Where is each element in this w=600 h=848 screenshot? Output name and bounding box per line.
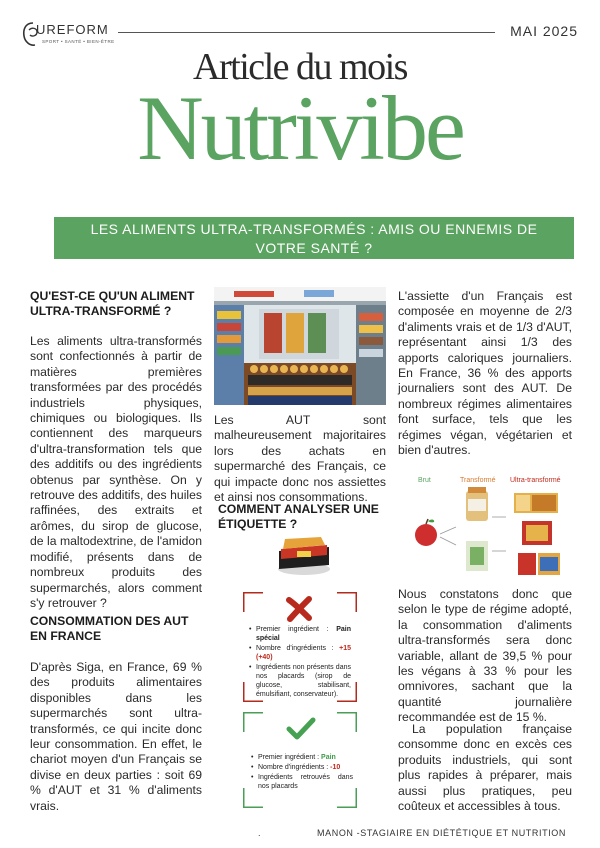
section1-body: Les aliments ultra-transformés sont confectionnés à partir de matières premières transformées par des procédés industriels physiques, chimiques ou biologiques. Ils contiennent des marqueurs d'ultra-transformation tels que des additifs ou des ingrédients obtenus par synthèse. On y retrouve des additifs, des huiles raffinées, des extraits et arômes, du sirop de glucose, de la maltodextrine, de l'amidon modifié, présents dans de nombreux produits des supermarchés, alors comment s'y retrouver ? <box>30 334 202 610</box>
good-label-item-pantry-ingredients: • Ingrédients retrouvés dans nos placards <box>251 773 353 791</box>
arrow-icon <box>440 527 456 534</box>
snack-pack-icon <box>518 553 536 575</box>
article-banner <box>54 217 574 259</box>
section3-body-1: L'assiette d'un Français est composée en moyenne de 2/3 d'aliments vrais et de 1/3 d'AUT, représentant ainsi 1/3 des apports caloriques journaliers. En France, 36 % des apports journaliers sont des AUT. De nombreux régimes alimentaires font surface, tels que les régimes végan, végétarien et bien d'autres. <box>398 289 572 458</box>
arrow-icon <box>440 537 456 545</box>
good-label-item-first-ingredient: • Premier ingrédient : Pain <box>251 753 353 762</box>
processing-diagram-art <box>410 487 570 587</box>
cross-icon <box>285 596 313 622</box>
bad-label-item-first-ingredient: • Premier ingrédient : Pain spécial <box>249 625 351 643</box>
diagram-label-brut: Brut <box>418 477 431 484</box>
good-label-list <box>251 753 353 792</box>
bad-label-item-ingredient-count: • Nombre d'ingrédients : +15 (+40) <box>249 644 351 662</box>
header-rule <box>118 32 495 33</box>
banner-line-1: LES ALIMENTS ULTRA-TRANSFORMÉS : AMIS OU ENNEMIS DE <box>90 221 538 237</box>
snack-product-icon <box>275 533 333 577</box>
check-icon <box>286 716 316 742</box>
kicker-title: Article du mois <box>193 46 407 88</box>
processing-diagram <box>410 477 570 587</box>
section2-body: D'après Siga, en France, 69 % des produits alimentaires disponibles dans les supermarchés sont ultra-transformés, ce qui incite donc leur consommation. En effet, le chariot moyen d'un Français se divise en deux parties : soit 69 % d'AUT et 31 % d'aliments vrais. <box>30 660 202 813</box>
section3-body-3: La population française consomme donc en excès ces produits industriels, qui sont plus rapides à préparer, mais aussi plus pratiques, peu coûteux et accessibles à tous. <box>398 722 572 814</box>
masthead-title: Nutrivibe <box>137 77 463 179</box>
section1-heading: QU'EST-CE QU'UN ALIMENT ULTRA-TRANSFORMÉ ? <box>30 289 195 319</box>
photo-caption: Les AUT sont malheureusement majoritaires lors des achats en supermarché des Français, ce qui impacte donc nos assiettes et ainsi nos consommations. <box>214 413 386 505</box>
diagram-label-transforme: Transformé <box>460 477 496 484</box>
apple-icon <box>415 524 437 546</box>
bad-label-item-unusual-ingredients: • Ingrédients non présents dans nos placards (sirop de glucose, stabilisant, émulsifiant, conservateur). <box>249 663 351 699</box>
section2-heading: CONSOMMATION DES AUT EN FRANCE <box>30 614 189 644</box>
footer-author: MANON -STAGIAIRE EN DIÉTÉTIQUE ET NUTRITION <box>317 828 566 838</box>
issue-date: MAI 2025 <box>510 23 578 39</box>
logo-name: UREFORM <box>36 22 109 37</box>
footer-dot: . <box>258 828 261 838</box>
section3-body-2: Nous constatons donc que selon le type de régime adopté, la consommation d'aliments ultra-transformés sera donc variable, allant de 39,5 % pour les végans à 33 % pour les omnivores, sachant que la quantité journalière recommandée est de 15 %. <box>398 587 572 725</box>
banner-line-2: VOTRE SANTÉ ? <box>255 240 373 256</box>
logo-tagline: SPORT • SANTÉ • BIEN-ÊTRE <box>42 39 115 44</box>
diagram-label-ultra: Ultra-transformé <box>510 477 561 484</box>
label-analysis-heading: COMMENT ANALYSER UNE ÉTIQUETTE ? <box>218 502 379 532</box>
good-label-item-ingredient-count: • Nombre d'ingrédients : -10 <box>251 763 353 772</box>
bad-label-list <box>249 625 351 700</box>
supermarket-photo <box>214 287 386 405</box>
